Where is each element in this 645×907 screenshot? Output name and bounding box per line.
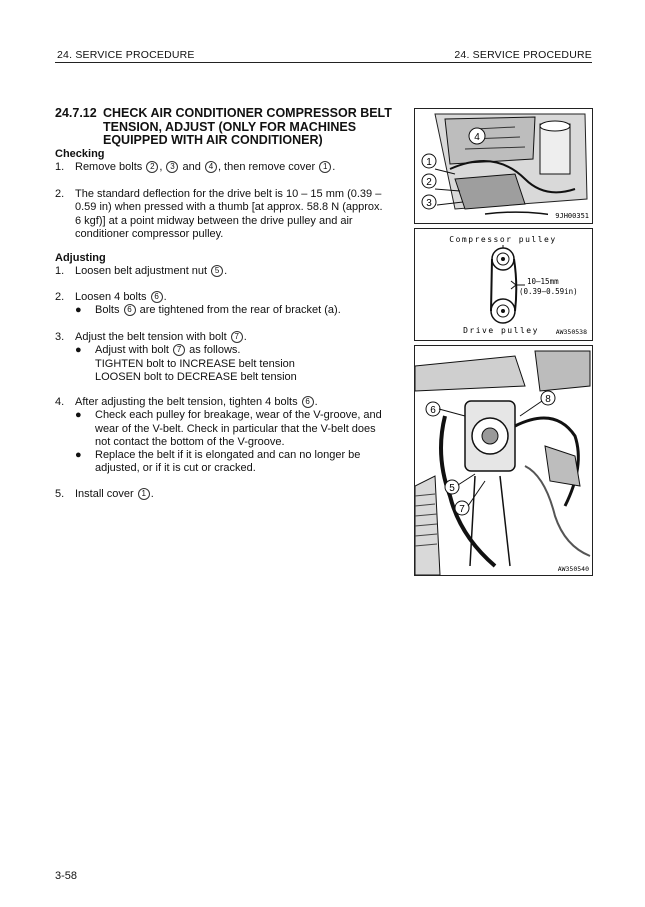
drive-pulley-label: Drive pulley [463, 326, 539, 335]
text: , [159, 161, 163, 173]
callout-2: 2 [426, 177, 432, 188]
text: are tightened from the rear of bracket (a). [139, 304, 341, 317]
item-number: 1. [55, 161, 65, 173]
text: Adjust the belt tension with bolt [75, 331, 227, 343]
text-line: Replace the belt if it is elongated and can no longer be [95, 449, 361, 462]
bullet-icon: ● [75, 449, 82, 462]
figure-engine-cover [414, 108, 593, 224]
text: . [332, 161, 336, 173]
callout-ref: 6 [151, 291, 163, 303]
figure-code: AW350538 [555, 328, 587, 336]
header-left: 24. SERVICE PROCEDURE [57, 49, 195, 61]
item-number: 2. [55, 291, 65, 303]
text: . [150, 488, 154, 500]
section-number: 24.7.12 [55, 106, 97, 120]
text: and [182, 161, 201, 173]
bullet-icon: ● [75, 344, 82, 357]
title-line-2: TENSION, ADJUST (ONLY FOR MACHINES [103, 119, 357, 134]
checking-item-2 [55, 188, 408, 241]
text: Install cover [75, 488, 134, 500]
item-number: 1. [55, 265, 65, 277]
callout-7: 7 [459, 504, 465, 515]
checking-heading: Checking [55, 148, 105, 160]
engine-cover-illustration [415, 109, 592, 223]
adjusting-item-3 [55, 331, 408, 384]
bullet-item [75, 409, 408, 449]
header-rule [55, 62, 592, 63]
text: Bolts [95, 304, 120, 317]
header-right: 24. SERVICE PROCEDURE [454, 49, 592, 61]
checking-item-1 [55, 161, 408, 174]
text: Adjust with bolt [95, 344, 169, 357]
page-number: 3-58 [55, 870, 78, 882]
callout-ref: 2 [146, 161, 158, 173]
item-number: 2. [55, 188, 65, 200]
text: , then remove cover [217, 161, 316, 173]
text-line: adjusted, or if it is cut or cracked. [95, 462, 256, 475]
item-number: 3. [55, 331, 65, 343]
text-line: 0.59 in) when pressed with a thumb [at approx. 58.8 N (approx. [75, 201, 383, 214]
callout-6: 6 [430, 405, 436, 416]
deflection-in: (0.39—0.59in) [519, 287, 578, 296]
figure-code: AW350540 [557, 565, 589, 573]
text-line: LOOSEN bolt to DECREASE belt tension [95, 370, 297, 383]
text: Remove bolts [75, 161, 143, 173]
callout-ref: 7 [231, 331, 243, 343]
adjustment-illustration [415, 346, 592, 575]
text: . [224, 265, 228, 277]
text-line: 6 kgf)] at a point midway between the drive pulley and air [75, 214, 353, 227]
adjusting-item-5 [55, 488, 408, 501]
callout-ref: 7 [173, 344, 185, 356]
title-line-3: EQUIPPED WITH AIR CONDITIONER) [103, 133, 323, 147]
text-line: TIGHTEN bolt to INCREASE belt tension [95, 357, 295, 370]
figure-belt-adjustment [414, 345, 593, 576]
callout-ref: 1 [319, 161, 331, 173]
adjusting-heading: Adjusting [55, 252, 106, 264]
callout-ref: 6 [124, 304, 136, 316]
figure-pulley-deflection [414, 228, 593, 341]
text: Loosen belt adjustment nut [75, 265, 208, 277]
text-line: not contact the bottom of the V-groove. [95, 435, 285, 448]
callout-5: 5 [449, 483, 455, 494]
compressor-pulley-label: Compressor pulley [449, 235, 557, 244]
text: . [314, 396, 318, 408]
item-number: 5. [55, 488, 65, 500]
adjusting-item-4 [55, 396, 408, 476]
text: as follows. [189, 344, 241, 357]
callout-4: 4 [474, 132, 480, 143]
text: . [243, 331, 247, 343]
callout-ref: 1 [138, 488, 150, 500]
text-line: conditioner compressor pulley. [75, 227, 224, 240]
bullet-icon: ● [75, 409, 82, 422]
bullet-item [75, 344, 408, 357]
adjusting-item-2 [55, 291, 408, 318]
text-line: Check each pulley for breakage, wear of the V-groove, and [95, 409, 382, 422]
figure-code: 9JH00351 [555, 212, 589, 220]
callout-8: 8 [545, 394, 551, 405]
callout-ref: 6 [302, 396, 314, 408]
callout-1: 1 [426, 157, 432, 168]
callout-ref: 3 [166, 161, 178, 173]
pulley-diagram [415, 229, 592, 340]
text-line: wear of the V-belt. Check in particular that the V-belt does [95, 422, 376, 435]
text: After adjusting the belt tension, tighten 4 bolts [75, 396, 298, 408]
bullet-icon: ● [75, 304, 82, 317]
bullet-item [75, 449, 408, 476]
text: Loosen 4 bolts [75, 291, 147, 303]
title-line-1: CHECK AIR CONDITIONER COMPRESSOR BELT [103, 106, 392, 120]
item-number: 4. [55, 396, 65, 408]
callout-ref: 5 [211, 265, 223, 277]
deflection-mm: 10—15mm [527, 277, 559, 286]
text: . [163, 291, 167, 303]
text-line: The standard deflection for the drive belt is 10 – 15 mm (0.39 – [75, 188, 382, 200]
adjusting-item-1 [55, 265, 408, 278]
callout-ref: 4 [205, 161, 217, 173]
bullet-item [75, 304, 408, 317]
callout-3: 3 [426, 198, 432, 209]
section-title [55, 107, 410, 148]
